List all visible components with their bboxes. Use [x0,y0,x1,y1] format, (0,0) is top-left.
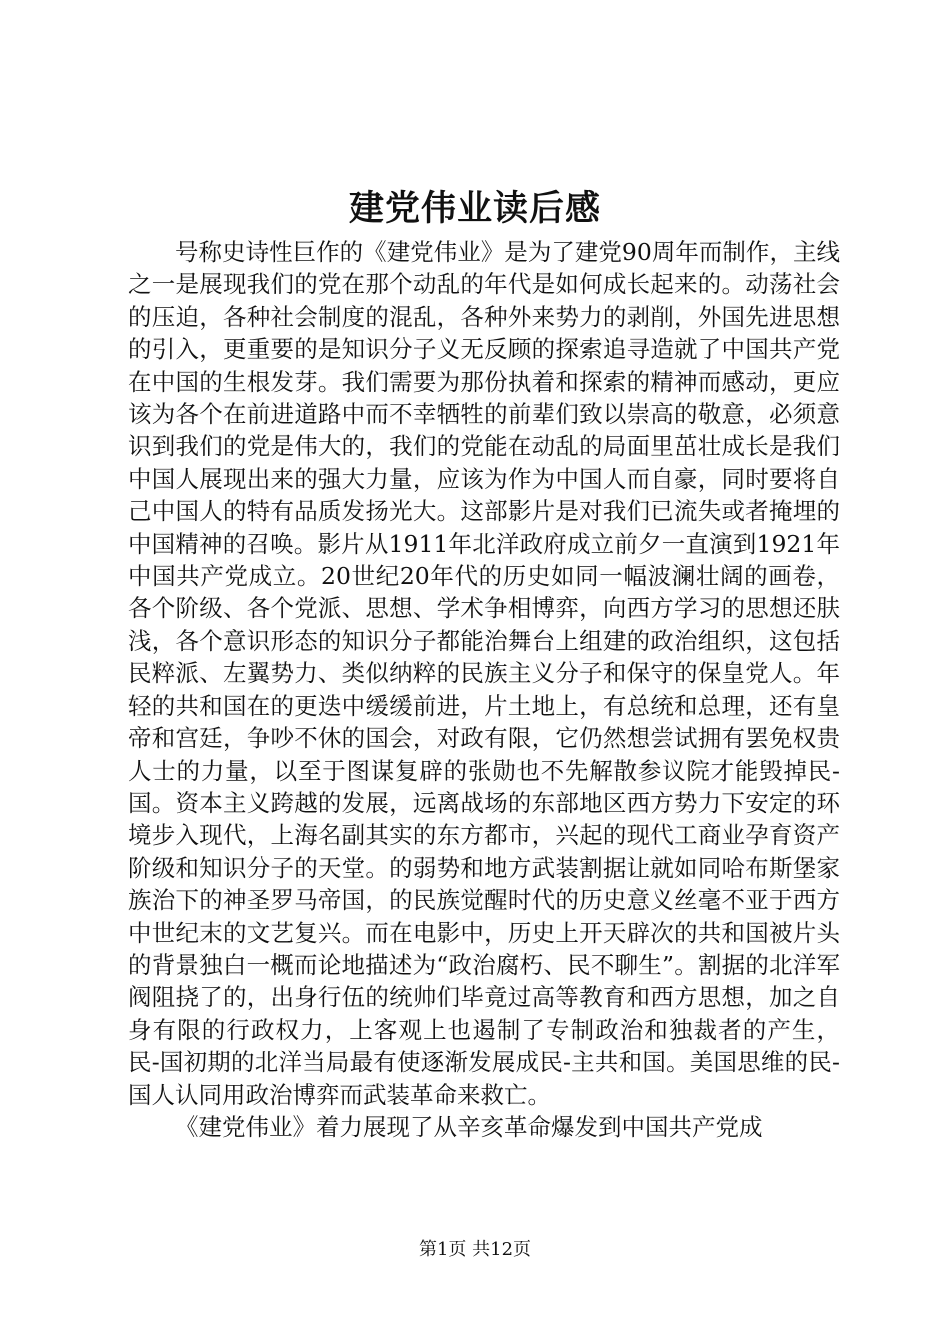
document-body [128,236,840,1143]
document-title: 建党伟业读后感 [348,188,601,229]
paragraph-2: 《建党伟业》着力展现了从辛亥革命爆发到中国共产党成 [175,1112,763,1141]
paragraph-1: 号称史诗性巨作的《建党伟业》是为了建党90周年而制作，主线之一是展现我们的党在那个动乱的年代是如何成长起来的。动荡社会的压迫，各种社会制度的混乱，各种外来势力的剥削，外国先进思想的引入，更重要的是知识分子义无反顾的探索追寻造就了中国共产党在中国的生根发芽。我们需要为那份执着和探索的精神而感动，更应该为各个在前进道路中而不幸牺牲的前辈们致以崇高的敬意，必须意识到我们的党是伟大的，我们的党能在动乱的局面里茁壮成长是我们中国人展现出来的强大力量，应该为作为中国人而自豪，同时要将自己中国人的特有品质发扬光大。这部影片是对我们已流失或者掩埋的中国精神的召唤。影片从1911年北洋政府成立前夕一直演到1921年中国共产党成立。20世纪20年代的历史如同一幅波澜壮阔的画卷，各个阶级、各个党派、思想、学术争相博弈，向西方学习的思想还肤浅，各个意识形态的知识分子都能治舞台上组建的政治组织，这包括民粹派、左翼势力、类似纳粹的民族主义分子和保守的保皇党人。年轻的共和国在的更迭中缓缓前进，片土地上，有总统和总理，还有皇帝和宫廷，争吵不休的国会，对政有限，它仍然想尝试拥有罢免权贵人士的力量，以至于图谋复辟的张勋也不先解散参议院才能毁掉民-国。资本主义跨越的发展，远离战场的东部地区西方势力下安定的环境步入现代，上海名副其实的东方都市，兴起的现代工商业孕育资产阶级和知识分子的天堂。的弱势和地方武装割据让就如同哈布斯堡家族治下的神圣罗马帝国，的民族觉醒时代的历史意义丝毫不亚于西方中世纪末的文艺复兴。而在电影中，历史上开天辟次的共和国被片头的背景独白一概而论地描述为“政治腐朽、民不聊生”。割据的北洋军阀阻挠了的，出身行伍的统帅们毕竟过高等教育和西方思想，加之自身有限的行政权力，上客观上也遏制了专制政治和独裁者的产生，民-国初期的北洋当局最有使逐渐发展成民-主共和国。美国思维的民-国人认同用政治博弈而武装革命来救亡。 [128,238,840,1109]
page-number-footer: 第1页 共12页 [418,1239,532,1260]
